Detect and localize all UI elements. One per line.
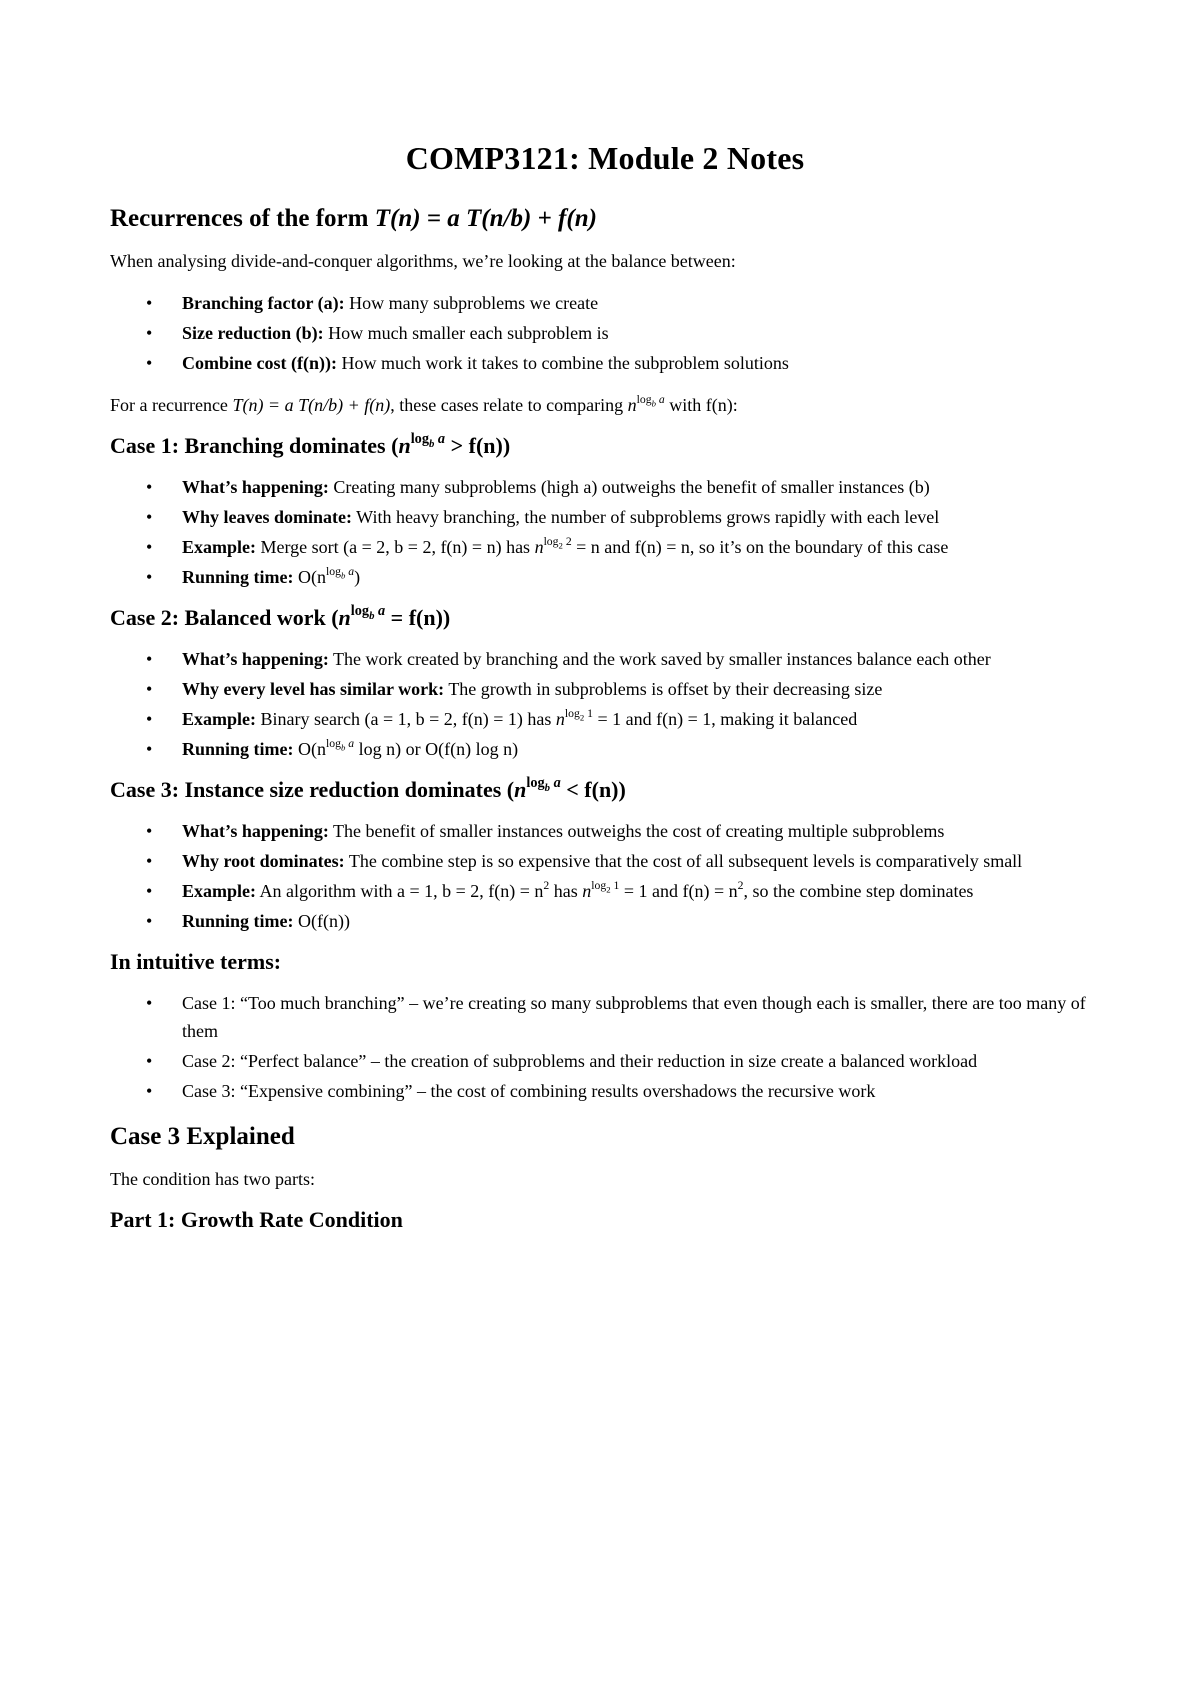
case2-heading: Case 2: Balanced work $(n^{log_b a} = f(n))$ (110, 603, 451, 630)
intuitive-heading: In intuitive terms: (110, 949, 282, 974)
comparison-sentence: For a recurrence T(n) = a T(n/b) + f(n), these cases relate to comparing $n^{log_b a}$ with f(n): (110, 392, 738, 415)
list-item: • What’s happening: The work created by branching and the work saved by smaller instances balance each other (182, 645, 1100, 673)
list-item: • Running time: $O(n^{log_b a}$ log n) or O(f(n) log n) (182, 735, 1100, 763)
list-item: • What’s happening: The benefit of smaller instances outweighs the cost of creating multiple subproblems (182, 817, 1100, 845)
list-item: • Case 2: “Perfect balance” – the creation of subproblems and their reduction in size create a balanced workload (182, 1047, 1100, 1075)
list-item: • Running time: $O(n^{log_b a})$ (182, 563, 1100, 591)
list-item: • Why every level has similar work: The growth in subproblems is offset by their decreasing size (182, 675, 1100, 703)
list-item: • Why root dominates: The combine step is so expensive that the cost of all subsequent levels is comparatively small (182, 847, 1100, 875)
list-item: • Example: Merge sort (a = 2, b = 2, f(n) = n) has $n^{log_2 2} = n$ and f(n) = n, so it’s on the boundary of this case (182, 533, 1100, 561)
list-item: • What’s happening: Creating many subproblems (high a) outweighs the benefit of smaller instances (b) (182, 473, 1100, 501)
list-item: • Case 3: “Expensive combining” – the cost of combining results overshadows the recursive work (182, 1077, 1100, 1105)
case3-explained-heading: Case 3 Explained (110, 1123, 295, 1150)
list-item: • Branching factor (a): How many subproblems we create (182, 289, 1100, 317)
list-item: • Example: Binary search (a = 1, b = 2, f(n) = 1) has $n^{log_2 1} = 1$ and f(n) = 1, making it balanced (182, 705, 1100, 733)
balance-list (110, 289, 1100, 377)
section-heading-recurrences: Recurrences of the form T(n) = a T(n/b) + f(n) (110, 205, 597, 232)
case1-heading: Case 1: Branching dominates $(n^{log_b a} > f(n))$ (110, 431, 511, 458)
list-item: • Size reduction (b): How much smaller each subproblem is (182, 319, 1100, 347)
intuitive-list (110, 989, 1100, 1105)
section-intro: When analysing divide-and-conquer algorithms, we’re looking at the balance between: (110, 251, 736, 271)
list-item: • Running time: O(f(n)) (182, 907, 1100, 935)
case3-list (110, 817, 1100, 935)
list-item: • Case 1: “Too much branching” – we’re creating so many subproblems that even though each is smaller, there are too many of them (182, 989, 1100, 1045)
case1-list (110, 473, 1100, 591)
list-item: • Why leaves dominate: With heavy branching, the number of subproblems grows rapidly with each level (182, 503, 1100, 531)
list-item: • Combine cost (f(n)): How much work it takes to combine the subproblem solutions (182, 349, 1100, 377)
list-item: • Example: An algorithm with a = 1, b = 2, $f(n) = n^2$ has $n^{log_2 1} = 1$ and $f(n) = n^2$, so the combine step dominates (182, 877, 1100, 905)
document-title: COMP3121: Module 2 Notes (405, 140, 805, 176)
case2-list (110, 645, 1100, 763)
part1-heading: Part 1: Growth Rate Condition (110, 1207, 403, 1232)
case3-heading: Case 3: Instance size reduction dominates $(n^{log_b a} < f(n))$ (110, 775, 626, 802)
case3-explained-intro: The condition has two parts: (110, 1169, 315, 1189)
